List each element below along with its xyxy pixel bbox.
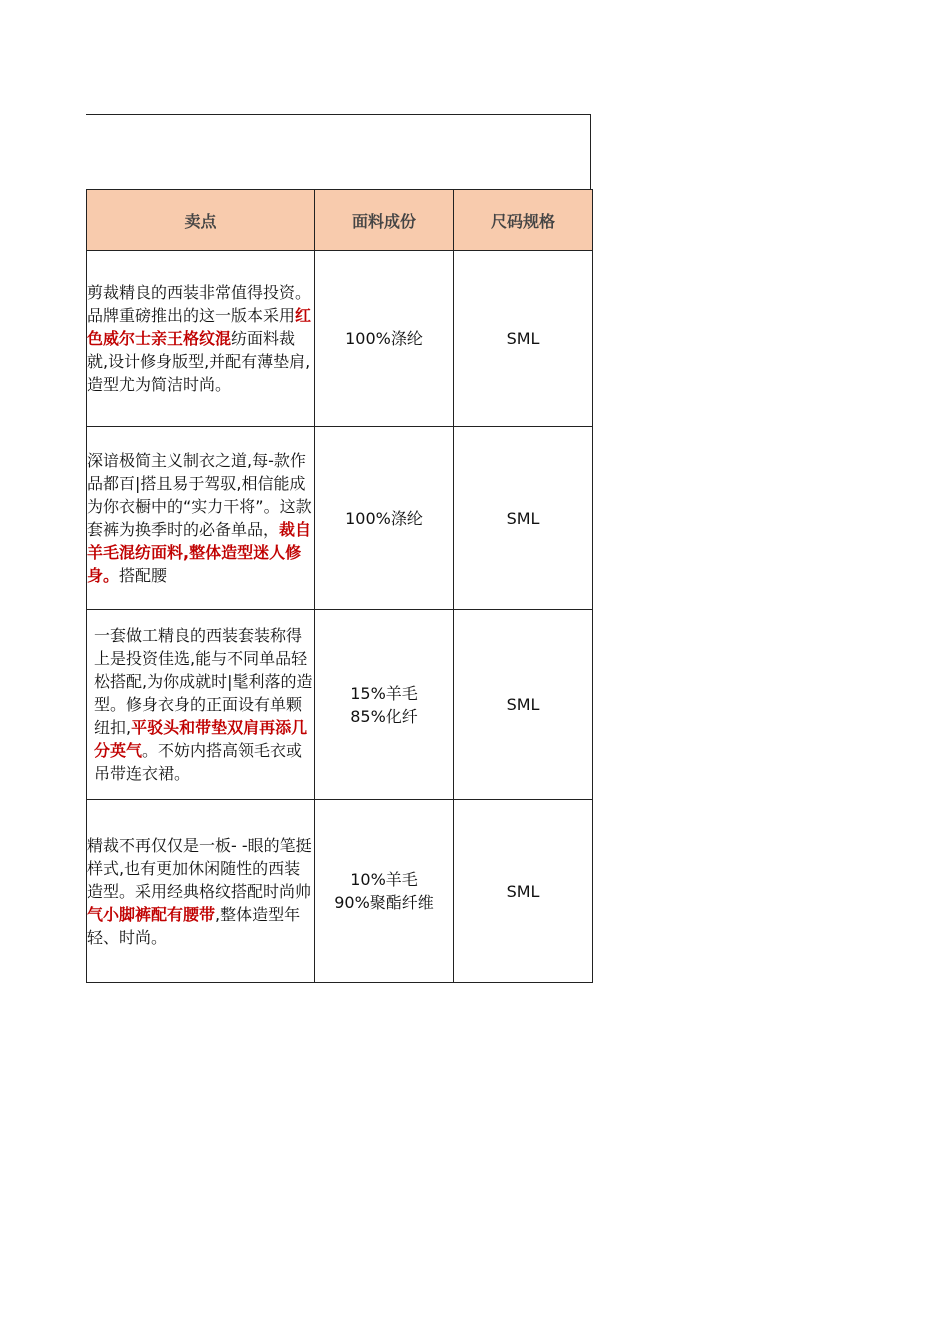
desc-highlight: 裁自羊毛混纺面料,整体造型迷人修身。 — [87, 520, 312, 585]
desc-text: 深谙极简主义制衣之道,每-款作品都百|搭且易于驾驭,相信能成为你衣橱中的“实力干将”。这款套裤为换季时的必备单品， — [87, 451, 312, 539]
selling-point-cell — [87, 427, 315, 610]
selling-point-cell — [87, 251, 315, 427]
header-selling-points: 卖点 — [87, 190, 315, 251]
fabric-cell — [315, 800, 454, 983]
desc-text: 搭配腰 — [119, 566, 168, 585]
selling-point-cell — [87, 610, 315, 800]
table-row — [87, 427, 593, 610]
title-area — [86, 114, 591, 189]
size-cell: SML — [454, 251, 593, 427]
fabric-line: 90%聚酯纤维 — [334, 893, 434, 912]
table-row — [87, 251, 593, 427]
desc-text: 精裁不再仅仅是一板- -眼的笔挺样式,也有更加休闲随性的西装造型。采用经典格纹搭配时尚帅 — [87, 835, 312, 901]
product-spec-table — [86, 189, 593, 983]
header-size: 尺码规格 — [454, 190, 593, 251]
fabric-cell — [315, 427, 454, 610]
table-row — [87, 800, 593, 983]
fabric-cell — [315, 251, 454, 427]
selling-point-cell — [87, 800, 315, 983]
table-row — [87, 610, 593, 800]
header-row — [87, 190, 593, 251]
desc-text: ,整体造型年轻、时尚。 — [87, 904, 301, 947]
desc-highlight: 红色威尔士亲王格纹混 — [87, 306, 312, 348]
desc-highlight: 气小脚裤配有腰带 — [87, 904, 216, 924]
fabric-line: 85%化纤 — [350, 706, 418, 726]
desc-text: 。不妨内搭高领毛衣或吊带连衣裙。 — [94, 741, 303, 783]
fabric-line: 10%羊毛 — [350, 870, 418, 889]
fabric-cell — [315, 610, 454, 800]
fabric-line: 15%羊毛 — [350, 683, 418, 703]
fabric-line: 100%涤纶 — [345, 329, 423, 348]
desc-text: 纺面料裁就,设计修身版型,并配有薄垫肩,造型尤为简洁时尚。 — [87, 329, 311, 394]
size-cell: SML — [454, 427, 593, 610]
size-cell: SML — [454, 610, 593, 800]
header-fabric: 面料成份 — [315, 190, 454, 251]
desc-highlight: 平驳头和带垫双肩再添几分英气 — [94, 718, 308, 760]
size-cell: SML — [454, 800, 593, 983]
desc-text: 一套做工精良的西装套装称得 上是投资佳选,能与不同单品轻松搭配,为你成就时|髦利落的造型。修身衣身的正面设有单颗纽扣, — [94, 626, 313, 737]
desc-text: 剪裁精良的西装非常值得投资。品牌重磅推出的这一版本采用 — [87, 283, 312, 325]
fabric-line: 100%涤纶 — [345, 508, 423, 528]
